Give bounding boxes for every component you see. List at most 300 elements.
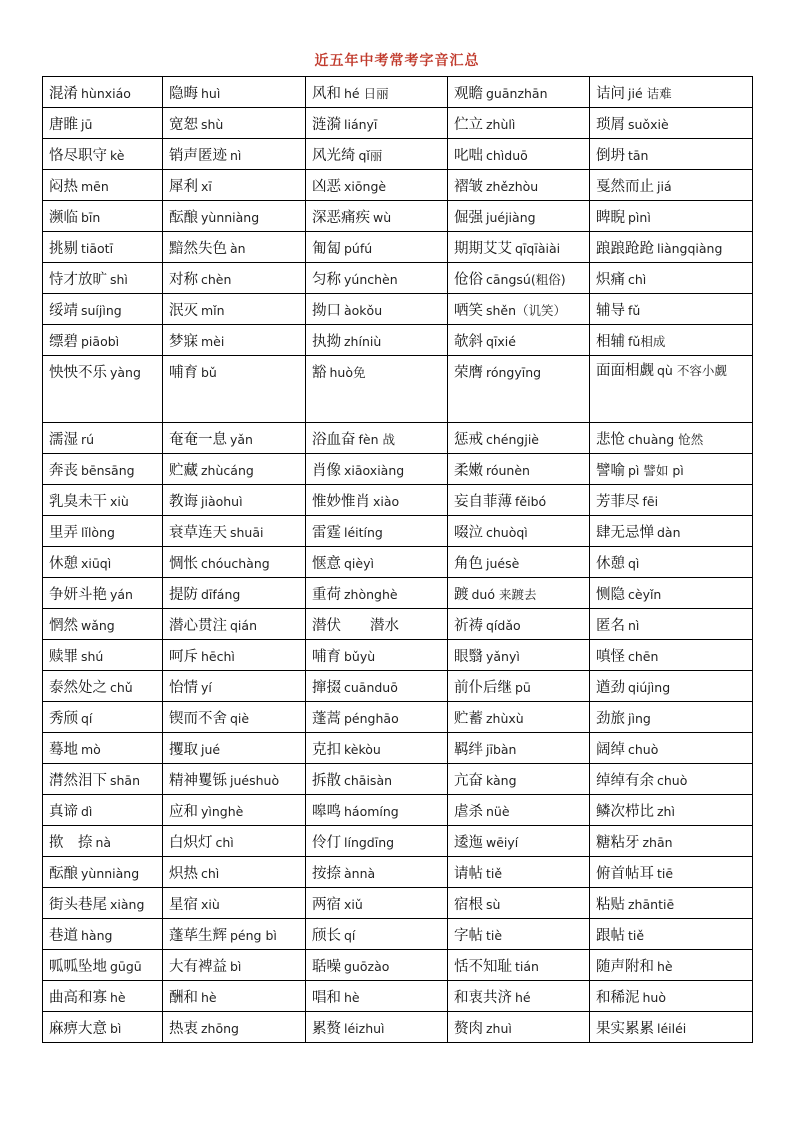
- table-cell: [448, 263, 590, 294]
- table-cell: [306, 232, 448, 263]
- pinyin-text: xiù: [201, 896, 220, 912]
- word-text: 缥碧: [49, 333, 78, 350]
- table-cell: [448, 454, 590, 485]
- table-cell: [448, 77, 590, 108]
- word-text: 眼翳: [454, 648, 483, 665]
- table-cell: [163, 485, 306, 516]
- table-cell: [448, 640, 590, 671]
- word-text: 闷热: [49, 178, 78, 195]
- table-cell: [306, 919, 448, 950]
- table-cell: [306, 640, 448, 671]
- word-text: 酝酿: [169, 209, 198, 226]
- pinyin-text: jìng: [628, 710, 651, 726]
- word-text: 怡情: [169, 679, 198, 696]
- word-text: 贮蓄: [454, 710, 483, 727]
- pinyin-text: léizhuì: [344, 1020, 385, 1036]
- word-text: 祈祷: [454, 617, 483, 634]
- table-cell: [590, 671, 753, 702]
- pinyin-text: nüè: [486, 803, 510, 819]
- table-cell: [306, 356, 448, 423]
- word-text: 和稀泥: [596, 989, 640, 1006]
- table-cell: [306, 294, 448, 325]
- pinyin-text: huò免: [329, 365, 366, 380]
- table-cell: [590, 888, 753, 919]
- word-text: 街头巷尾: [49, 896, 107, 913]
- word-text: 匍匐: [312, 240, 341, 257]
- table-cell: [163, 950, 306, 981]
- pinyin-text: xiōngè: [344, 178, 387, 194]
- table-cell: [163, 454, 306, 485]
- table-cell: [163, 733, 306, 764]
- pinyin-text: hè: [201, 989, 217, 1005]
- table-cell: [306, 764, 448, 795]
- table-cell: [306, 733, 448, 764]
- word-text: 伫立: [454, 116, 483, 133]
- table-row: [43, 294, 753, 325]
- word-text: 羁绊: [454, 741, 483, 758]
- pinyin-text: dì: [81, 803, 93, 819]
- table-cell: [43, 671, 163, 702]
- pinyin-text: qīxié: [486, 333, 516, 349]
- pinyin-text: shú: [81, 648, 104, 664]
- table-cell: [43, 201, 163, 232]
- table-cell: [163, 170, 306, 201]
- pinyin-text: xiàng: [110, 896, 145, 912]
- word-text: 请帖: [454, 865, 483, 882]
- table-cell: [163, 201, 306, 232]
- table-cell: [306, 516, 448, 547]
- table-cell: [448, 325, 590, 356]
- table-cell: [590, 764, 753, 795]
- table-cell: [306, 77, 448, 108]
- table-cell: [448, 201, 590, 232]
- table-cell: [163, 702, 306, 733]
- pinyin-text: huò: [642, 989, 666, 1005]
- word-text: 犀利: [169, 178, 198, 195]
- table-cell: [590, 516, 753, 547]
- word-text: 揿 捺: [49, 834, 93, 851]
- word-text: 柔嫩: [454, 462, 483, 479]
- table-cell: [448, 857, 590, 888]
- pinyin-text: shān: [110, 772, 141, 788]
- table-cell: [163, 77, 306, 108]
- pinyin-text: fǔ: [628, 302, 641, 318]
- table-cell: [163, 609, 306, 640]
- word-text: 辅导: [596, 302, 625, 319]
- table-cell: [590, 609, 753, 640]
- table-cell: [306, 325, 448, 356]
- table-row: [43, 201, 753, 232]
- table-cell: [590, 139, 753, 170]
- word-text: 对称: [169, 271, 198, 288]
- pinyin-text: yǎn: [230, 431, 253, 447]
- table-cell: [448, 950, 590, 981]
- word-text: 倔强: [454, 209, 483, 226]
- pinyin-text: hé 日丽: [344, 85, 389, 101]
- table-cell: [448, 733, 590, 764]
- word-text: 哺育: [312, 648, 341, 665]
- pinyin-text: zhònghè: [344, 586, 398, 602]
- word-text: 唱和: [312, 989, 341, 1006]
- pinyin-text: yùnniàng: [201, 209, 260, 225]
- word-text: 大有裨益: [169, 958, 227, 975]
- table-cell: [590, 485, 753, 516]
- pinyin-text: jiá: [657, 178, 672, 194]
- word-text: 克扣: [312, 741, 341, 758]
- word-text: 真谛: [49, 803, 78, 820]
- word-text: 潸然泪下: [49, 772, 107, 789]
- table-cell: [590, 356, 753, 423]
- pinyin-text: yìnghè: [201, 803, 244, 819]
- table-row: [43, 609, 753, 640]
- pinyin-text: zhùcáng: [201, 462, 254, 478]
- pinyin-text: rú: [81, 431, 95, 447]
- word-text: 亢奋: [454, 772, 483, 789]
- word-text: 拗口: [312, 302, 341, 319]
- table-row: [43, 826, 753, 857]
- table-cell: [43, 516, 163, 547]
- pinyin-text: cèyǐn: [628, 586, 662, 602]
- pinyin-text: fēi: [642, 493, 659, 509]
- word-text: 两宿: [312, 896, 341, 913]
- word-text: 热衷: [169, 1020, 198, 1037]
- word-text: 休憩: [49, 555, 78, 572]
- pinyin-text: suíjìng: [81, 302, 122, 318]
- table-row: [43, 325, 753, 356]
- word-text: 精神矍铄: [169, 772, 227, 789]
- pinyin-text: qǐ丽: [358, 147, 383, 163]
- table-row: [43, 857, 753, 888]
- table-cell: [163, 826, 306, 857]
- table-cell: [448, 764, 590, 795]
- pinyin-text: jiàohuì: [201, 493, 243, 509]
- table-cell: [43, 888, 163, 919]
- table-cell: [43, 170, 163, 201]
- table-cell: [590, 108, 753, 139]
- table-cell: [590, 795, 753, 826]
- table-cell: [590, 578, 753, 609]
- word-text: 唐睢: [49, 116, 78, 133]
- word-text: 欹斜: [454, 333, 483, 350]
- pinyin-text: tiě: [628, 927, 645, 943]
- word-text: 提防: [169, 586, 198, 603]
- word-text: 果实累累: [596, 1020, 654, 1037]
- word-text: 踱: [454, 586, 469, 603]
- table-row: [43, 263, 753, 294]
- word-text: 惟妙惟肖: [312, 493, 370, 510]
- word-text: 攫取: [169, 741, 198, 758]
- pinyin-text: tiē: [657, 865, 674, 881]
- pinyin-text: chì: [201, 865, 220, 881]
- word-text: 撺掇: [312, 679, 341, 696]
- pinyin-text: fěibó: [515, 493, 547, 509]
- pinyin-text: chuàng 怆然: [628, 431, 704, 447]
- word-text: 恬不知耻: [454, 958, 512, 975]
- word-text: 啜泣: [454, 524, 483, 541]
- table-row: [43, 671, 753, 702]
- word-text: 颀长: [312, 927, 341, 944]
- table-cell: [43, 733, 163, 764]
- word-text: 惬意: [312, 555, 341, 572]
- table-row: [43, 578, 753, 609]
- pinyin-text: pìnì: [628, 209, 651, 225]
- word-text: 惩戒: [454, 431, 483, 448]
- word-text: 酝酿: [49, 865, 78, 882]
- word-text: 虐杀: [454, 803, 483, 820]
- table-row: [43, 356, 753, 423]
- table-row: [43, 108, 753, 139]
- table-cell: [306, 485, 448, 516]
- word-text: 濒临: [49, 209, 78, 226]
- word-text: 逶迤: [454, 834, 483, 851]
- pinyin-text: nà: [95, 834, 112, 850]
- table-cell: [448, 671, 590, 702]
- word-text: 肖像: [312, 462, 341, 479]
- table-cell: [163, 423, 306, 454]
- word-text: 风和: [312, 85, 341, 102]
- pinyin-text: chuòqì: [486, 524, 528, 540]
- word-text: 惆怅: [169, 555, 198, 572]
- pinyin-text: xiù: [110, 493, 129, 509]
- table-cell: [590, 454, 753, 485]
- table-cell: [306, 201, 448, 232]
- table-cell: [306, 609, 448, 640]
- pinyin-text: chéngjiè: [486, 431, 539, 447]
- table-cell: [163, 263, 306, 294]
- pinyin-text: xī: [201, 178, 212, 194]
- table-cell: [43, 764, 163, 795]
- pinyin-text: hè: [657, 958, 673, 974]
- word-text: 恃才放旷: [49, 271, 107, 288]
- word-text: 惘然: [49, 617, 78, 634]
- word-text: 俯首帖耳: [596, 865, 654, 882]
- word-text: 濡湿: [49, 431, 78, 448]
- word-text: 观瞻: [454, 85, 483, 102]
- table-cell: [590, 857, 753, 888]
- word-text: 呵斥: [169, 648, 198, 665]
- table-row: [43, 423, 753, 454]
- pinyin-text: shuāi: [230, 524, 264, 540]
- table-cell: [448, 547, 590, 578]
- table-cell: [43, 981, 163, 1012]
- pinyin-text: nì: [230, 147, 242, 163]
- word-text: 白炽灯: [169, 834, 213, 851]
- pinyin-text: mēn: [81, 178, 109, 194]
- word-text: 凶恶: [312, 178, 341, 195]
- table-cell: [448, 232, 590, 263]
- word-text: 宽恕: [169, 116, 198, 133]
- table-cell: [590, 263, 753, 294]
- pinyin-text: fèn 战: [358, 431, 395, 447]
- table-row: [43, 485, 753, 516]
- table-cell: [43, 454, 163, 485]
- pinyin-text: xiào: [373, 493, 400, 509]
- word-text: 悲怆: [596, 431, 625, 448]
- word-text: 梦寐: [169, 333, 198, 350]
- table-cell: [448, 170, 590, 201]
- table-cell: [43, 795, 163, 826]
- pinyin-text: xiǔ: [344, 896, 363, 912]
- table-cell: [306, 108, 448, 139]
- table-cell: [43, 423, 163, 454]
- pinyin-text: bǔ: [201, 365, 217, 380]
- table-cell: [43, 139, 163, 170]
- pinyin-text: yǎnyì: [486, 648, 520, 664]
- pinyin-text: qiújìng: [628, 679, 671, 695]
- table-cell: [43, 950, 163, 981]
- table-cell: [43, 77, 163, 108]
- pinyin-text: yán: [110, 586, 133, 602]
- table-row: [43, 77, 753, 108]
- table-row: [43, 795, 753, 826]
- pinyin-text: shù: [201, 116, 224, 132]
- pinyin-text: chāisàn: [344, 772, 393, 788]
- pinyin-text: xiāoxiàng: [344, 462, 405, 478]
- table-cell: [43, 232, 163, 263]
- table-cell: [448, 826, 590, 857]
- table-cell: [163, 764, 306, 795]
- word-text: 叱咄: [454, 147, 483, 164]
- pinyin-text: hè: [344, 989, 360, 1005]
- pinyin-text: chì: [215, 834, 234, 850]
- table-cell: [163, 547, 306, 578]
- table-cell: [590, 950, 753, 981]
- table-cell: [163, 325, 306, 356]
- pinyin-text: tiāotī: [81, 240, 114, 256]
- word-text: 呱呱坠地: [49, 958, 107, 975]
- word-text: 鳞次栉比: [596, 803, 654, 820]
- pinyin-text: zhōng: [201, 1020, 239, 1036]
- pinyin-text: chóuchàng: [201, 555, 270, 571]
- word-text: 遒劲: [596, 679, 625, 696]
- word-text: 黯然失色: [169, 240, 227, 257]
- pinyin-text: cāngsú(粗俗): [486, 271, 566, 287]
- word-text: 曲高和寡: [49, 989, 107, 1006]
- table-cell: [43, 640, 163, 671]
- word-text: 哺育: [169, 365, 198, 381]
- word-text: 泰然处之: [49, 679, 107, 696]
- table-cell: [43, 108, 163, 139]
- pinyin-text: zhāntiē: [628, 896, 675, 912]
- word-text: 角色: [454, 555, 483, 572]
- pinyin-text: bǔyù: [344, 648, 376, 664]
- word-text: 教诲: [169, 493, 198, 510]
- word-text: 按捺: [312, 865, 341, 882]
- pinyin-text: pénghāo: [344, 710, 399, 726]
- pinyin-text: chì: [628, 271, 647, 287]
- table-row: [43, 888, 753, 919]
- word-text: 阔绰: [596, 741, 625, 758]
- pinyin-text: chuò: [628, 741, 659, 757]
- pinyin-text: hè: [110, 989, 126, 1005]
- pinyin-text: ànnà: [344, 865, 376, 881]
- table-cell: [590, 733, 753, 764]
- vocab-table-body: [43, 77, 753, 1043]
- pinyin-text: tián: [515, 958, 539, 974]
- word-text: 踉踉跄跄: [596, 240, 654, 257]
- pinyin-text: suǒxiè: [628, 116, 669, 132]
- table-cell: [306, 702, 448, 733]
- table-cell: [590, 232, 753, 263]
- pinyin-text: yùnniàng: [81, 865, 140, 881]
- table-row: [43, 1012, 753, 1043]
- word-text: 粘贴: [596, 896, 625, 913]
- table-cell: [306, 139, 448, 170]
- word-text: 嗥鸣: [312, 803, 341, 820]
- word-text: 星宿: [169, 896, 198, 913]
- word-text: 锲而不舍: [169, 710, 227, 727]
- pinyin-text: língdīng: [344, 834, 395, 850]
- pinyin-text: zhuì: [486, 1020, 512, 1036]
- word-text: 相辅: [596, 333, 625, 350]
- word-text: 芳菲尽: [596, 493, 640, 510]
- table-cell: [163, 795, 306, 826]
- word-text: 执拗: [312, 333, 341, 350]
- word-text: 秀颀: [49, 710, 78, 727]
- pinyin-text: duó 来踱去: [471, 586, 537, 602]
- table-row: [43, 733, 753, 764]
- word-text: 跟帖: [596, 927, 625, 944]
- table-cell: [590, 640, 753, 671]
- pinyin-text: piāobì: [81, 333, 120, 349]
- pinyin-text: mò: [81, 741, 101, 757]
- word-text: 浴血奋: [312, 431, 356, 448]
- word-text: 衰草连天: [169, 524, 227, 541]
- table-cell: [590, 423, 753, 454]
- table-cell: [306, 454, 448, 485]
- pinyin-text: wēiyí: [486, 834, 519, 850]
- table-cell: [163, 108, 306, 139]
- table-cell: [306, 981, 448, 1012]
- pinyin-text: hēchì: [201, 648, 235, 664]
- pinyin-text: púfú: [344, 240, 373, 256]
- table-row: [43, 702, 753, 733]
- pinyin-text: sù: [486, 896, 501, 912]
- word-text: 恪尽职守: [49, 147, 107, 164]
- table-cell: [43, 356, 163, 423]
- word-text: 潜伏 潜水: [312, 617, 399, 634]
- table-row: [43, 516, 753, 547]
- pinyin-text: háomíng: [344, 803, 399, 819]
- table-cell: [590, 702, 753, 733]
- word-text: 聒噪: [312, 958, 341, 975]
- table-cell: [590, 1012, 753, 1043]
- word-text: 泯灭: [169, 302, 198, 319]
- pinyin-text: tiè: [486, 927, 503, 943]
- pinyin-text: zhùlì: [486, 116, 516, 132]
- table-cell: [448, 485, 590, 516]
- table-cell: [163, 356, 306, 423]
- pinyin-text: cuānduō: [344, 679, 398, 695]
- pinyin-text: bīn: [81, 209, 101, 225]
- word-text: 蓬蒿: [312, 710, 341, 727]
- pinyin-text: guānzhān: [486, 85, 548, 101]
- pinyin-text: fǔ相成: [628, 333, 666, 349]
- pinyin-text: lǐlòng: [81, 524, 115, 540]
- word-text: 劲旅: [596, 710, 625, 727]
- table-cell: [43, 919, 163, 950]
- table-cell: [590, 826, 753, 857]
- pinyin-text: qì: [628, 555, 640, 571]
- word-text: 豁: [312, 365, 327, 381]
- pinyin-text: liàngqiàng: [657, 240, 723, 256]
- word-text: 嗔怪: [596, 648, 625, 665]
- pinyin-text: zhān: [642, 834, 673, 850]
- word-text: 潜心贯注: [169, 617, 227, 634]
- word-text: 争妍斗艳: [49, 586, 107, 603]
- pinyin-text: hàng: [81, 927, 113, 943]
- word-text: 宿根: [454, 896, 483, 913]
